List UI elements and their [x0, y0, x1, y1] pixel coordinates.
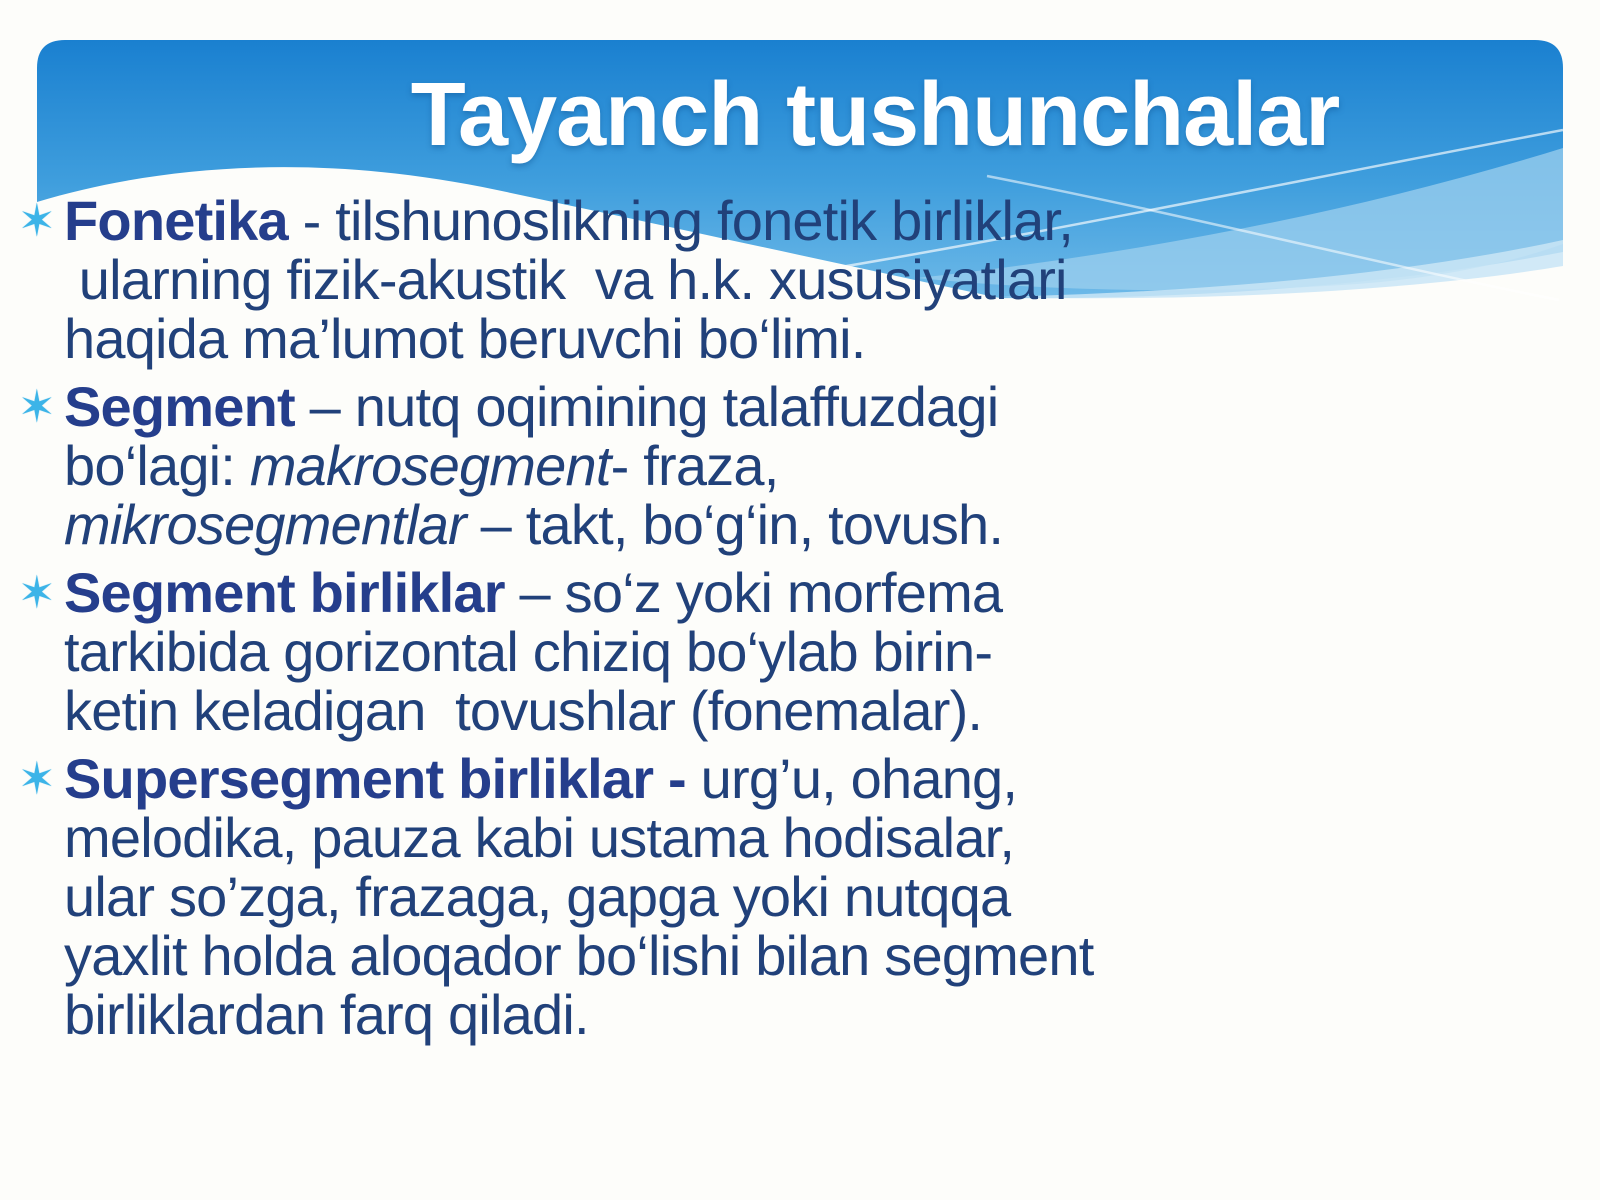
slide-title: Tayanch tushunchalar: [410, 65, 1340, 165]
body-text-segment: haqida ma’lumot beruvchi bo‘limi.: [64, 307, 866, 370]
term-keyword: Supersegment birliklar -: [64, 747, 686, 810]
bullet-line: [64, 622, 1592, 681]
bullet-line: [64, 377, 1592, 436]
body-text-segment: - tilshunoslikning fonetik birliklar,: [287, 189, 1073, 252]
bullet-text: [64, 749, 1592, 1044]
term-keyword: Segment: [64, 375, 295, 438]
bullet-text: [64, 563, 1592, 740]
star-bullet-icon: ✶: [18, 567, 56, 618]
body-text-segment: – nutq oqimining talaffuzdagi: [294, 375, 999, 438]
bullet-line: [64, 191, 1592, 250]
body-text-segment: urg’u, ohang,: [685, 747, 1018, 810]
bullet-line: [64, 309, 1592, 368]
bullet-list: [18, 191, 1592, 1053]
body-text-segment: ularning fizik-akustik va h.k. xususiyatlari: [64, 248, 1067, 311]
star-bullet-icon: ✶: [18, 381, 56, 432]
body-text-segment: yaxlit holda aloqador bo‘lishi bilan segment: [64, 924, 1094, 987]
bullet-text: [64, 377, 1592, 554]
bullet-item-1: [18, 191, 1592, 368]
bullet-line: [64, 985, 1592, 1044]
bullet-line: [64, 926, 1592, 985]
term-keyword: Segment birliklar: [64, 561, 505, 624]
body-text-segment: bo‘lagi:: [64, 434, 250, 497]
bullet-line: [64, 250, 1592, 309]
bullet-line: [64, 749, 1592, 808]
body-text-segment: birliklardan farq qiladi.: [64, 983, 589, 1046]
term-italic: makrosegment: [249, 434, 611, 497]
body-text-segment: – takt, bo‘g‘in, tovush.: [465, 493, 1004, 556]
bullet-line: [64, 867, 1592, 926]
bullet-item-2: [18, 377, 1592, 554]
term-italic: mikrosegmentlar: [64, 493, 466, 556]
body-text-segment: ular so’zga, frazaga, gapga yoki nutqqa: [64, 865, 1011, 928]
body-text-segment: tarkibida gorizontal chiziq bo‘ylab birin-: [64, 620, 993, 683]
bullet-line: [64, 436, 1592, 495]
body-text-segment: - fraza,: [610, 434, 779, 497]
body-text-segment: melodika, pauza kabi ustama hodisalar,: [64, 806, 1015, 869]
body-text-segment: ketin keladigan tovushlar (fonemalar).: [64, 679, 983, 742]
term-keyword: Fonetika: [64, 189, 288, 252]
bullet-item-4: [18, 749, 1592, 1044]
star-bullet-icon: ✶: [18, 753, 56, 804]
bullet-line: [64, 808, 1592, 867]
star-bullet-icon: ✶: [18, 195, 56, 246]
bullet-line: [64, 681, 1592, 740]
body-text-segment: – so‘z yoki morfema: [504, 561, 1003, 624]
bullet-line: [64, 563, 1592, 622]
bullet-item-3: [18, 563, 1592, 740]
bullet-text: [64, 191, 1592, 368]
bullet-line: [64, 495, 1592, 554]
